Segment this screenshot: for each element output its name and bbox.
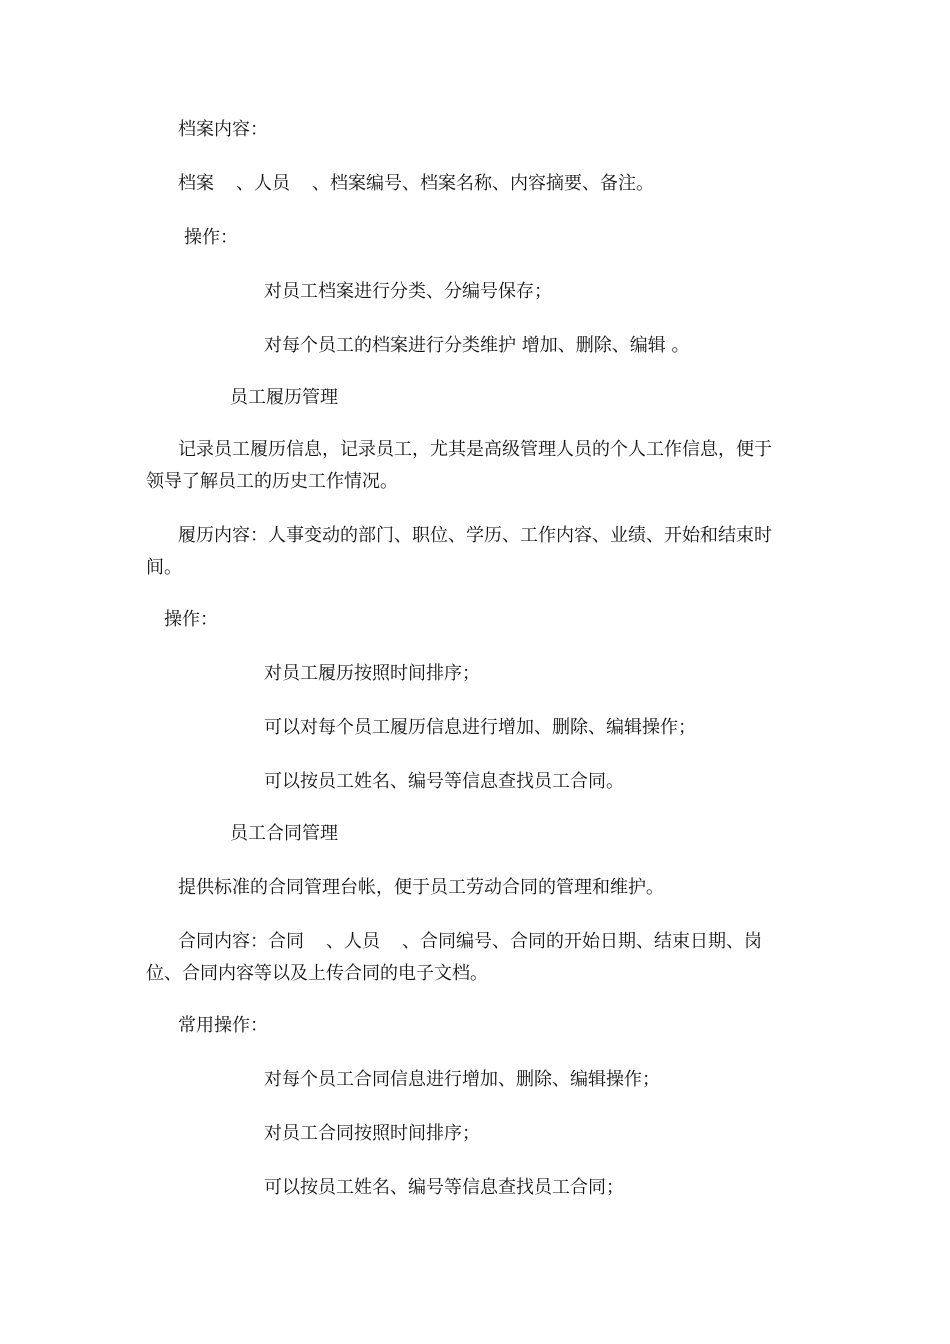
archive-ops-label: 操作： <box>184 227 238 248</box>
contract-heading: 员工合同管理 <box>230 823 338 844</box>
resume-op-item: 可以对每个员工履历信息进行增加、删除、编辑操作； <box>264 717 696 738</box>
resume-op-item: 对员工履历按照时间排序； <box>264 663 480 684</box>
contract-op-item: 对每个员工合同信息进行增加、删除、编辑操作； <box>264 1069 660 1090</box>
contract-content-part3: 、合同编号、合同的开始日期、结束日期、岗 <box>402 931 762 952</box>
archive-content-label: 档案内容： <box>178 119 268 140</box>
resume-desc-line1: 记录员工履历信息，记录员工，尤其是高级管理人员的个人工作信息，便于 <box>178 439 772 460</box>
archive-op-item: 对每个员工的档案进行分类维护 增加、删除、编辑 。 <box>264 335 690 356</box>
contract-content-line2: 位、合同内容等以及上传合同的电子文档。 <box>146 963 488 984</box>
resume-content-line2: 间。 <box>146 557 182 578</box>
contract-content-line1 <box>178 930 762 954</box>
resume-heading: 员工履历管理 <box>230 387 338 408</box>
archive-content-part1: 档案 <box>178 173 214 194</box>
contract-ops-label: 常用操作： <box>178 1015 268 1036</box>
archive-content-line <box>178 172 654 196</box>
resume-content-line1: 履历内容：人事变动的部门、职位、学历、工作内容、业绩、开始和结束时 <box>178 525 772 546</box>
archive-content-part3: 、档案编号、档案名称、内容摘要、备注。 <box>312 173 654 194</box>
archive-content-part2: 、人员 <box>236 173 290 194</box>
contract-op-item: 可以按员工姓名、编号等信息查找员工合同； <box>264 1177 624 1198</box>
resume-op-item: 可以按员工姓名、编号等信息查找员工合同。 <box>264 771 624 792</box>
resume-desc-line2: 领导了解员工的历史工作情况。 <box>146 471 398 492</box>
contract-op-item: 对员工合同按照时间排序； <box>264 1123 480 1144</box>
contract-content-part1: 合同内容：合同 <box>178 931 304 952</box>
contract-desc: 提供标准的合同管理台帐，便于员工劳动合同的管理和维护。 <box>178 877 664 898</box>
contract-content-part2: 、人员 <box>326 931 380 952</box>
archive-op-item: 对员工档案进行分类、分编号保存； <box>264 281 552 302</box>
resume-ops-label: 操作： <box>164 609 218 630</box>
